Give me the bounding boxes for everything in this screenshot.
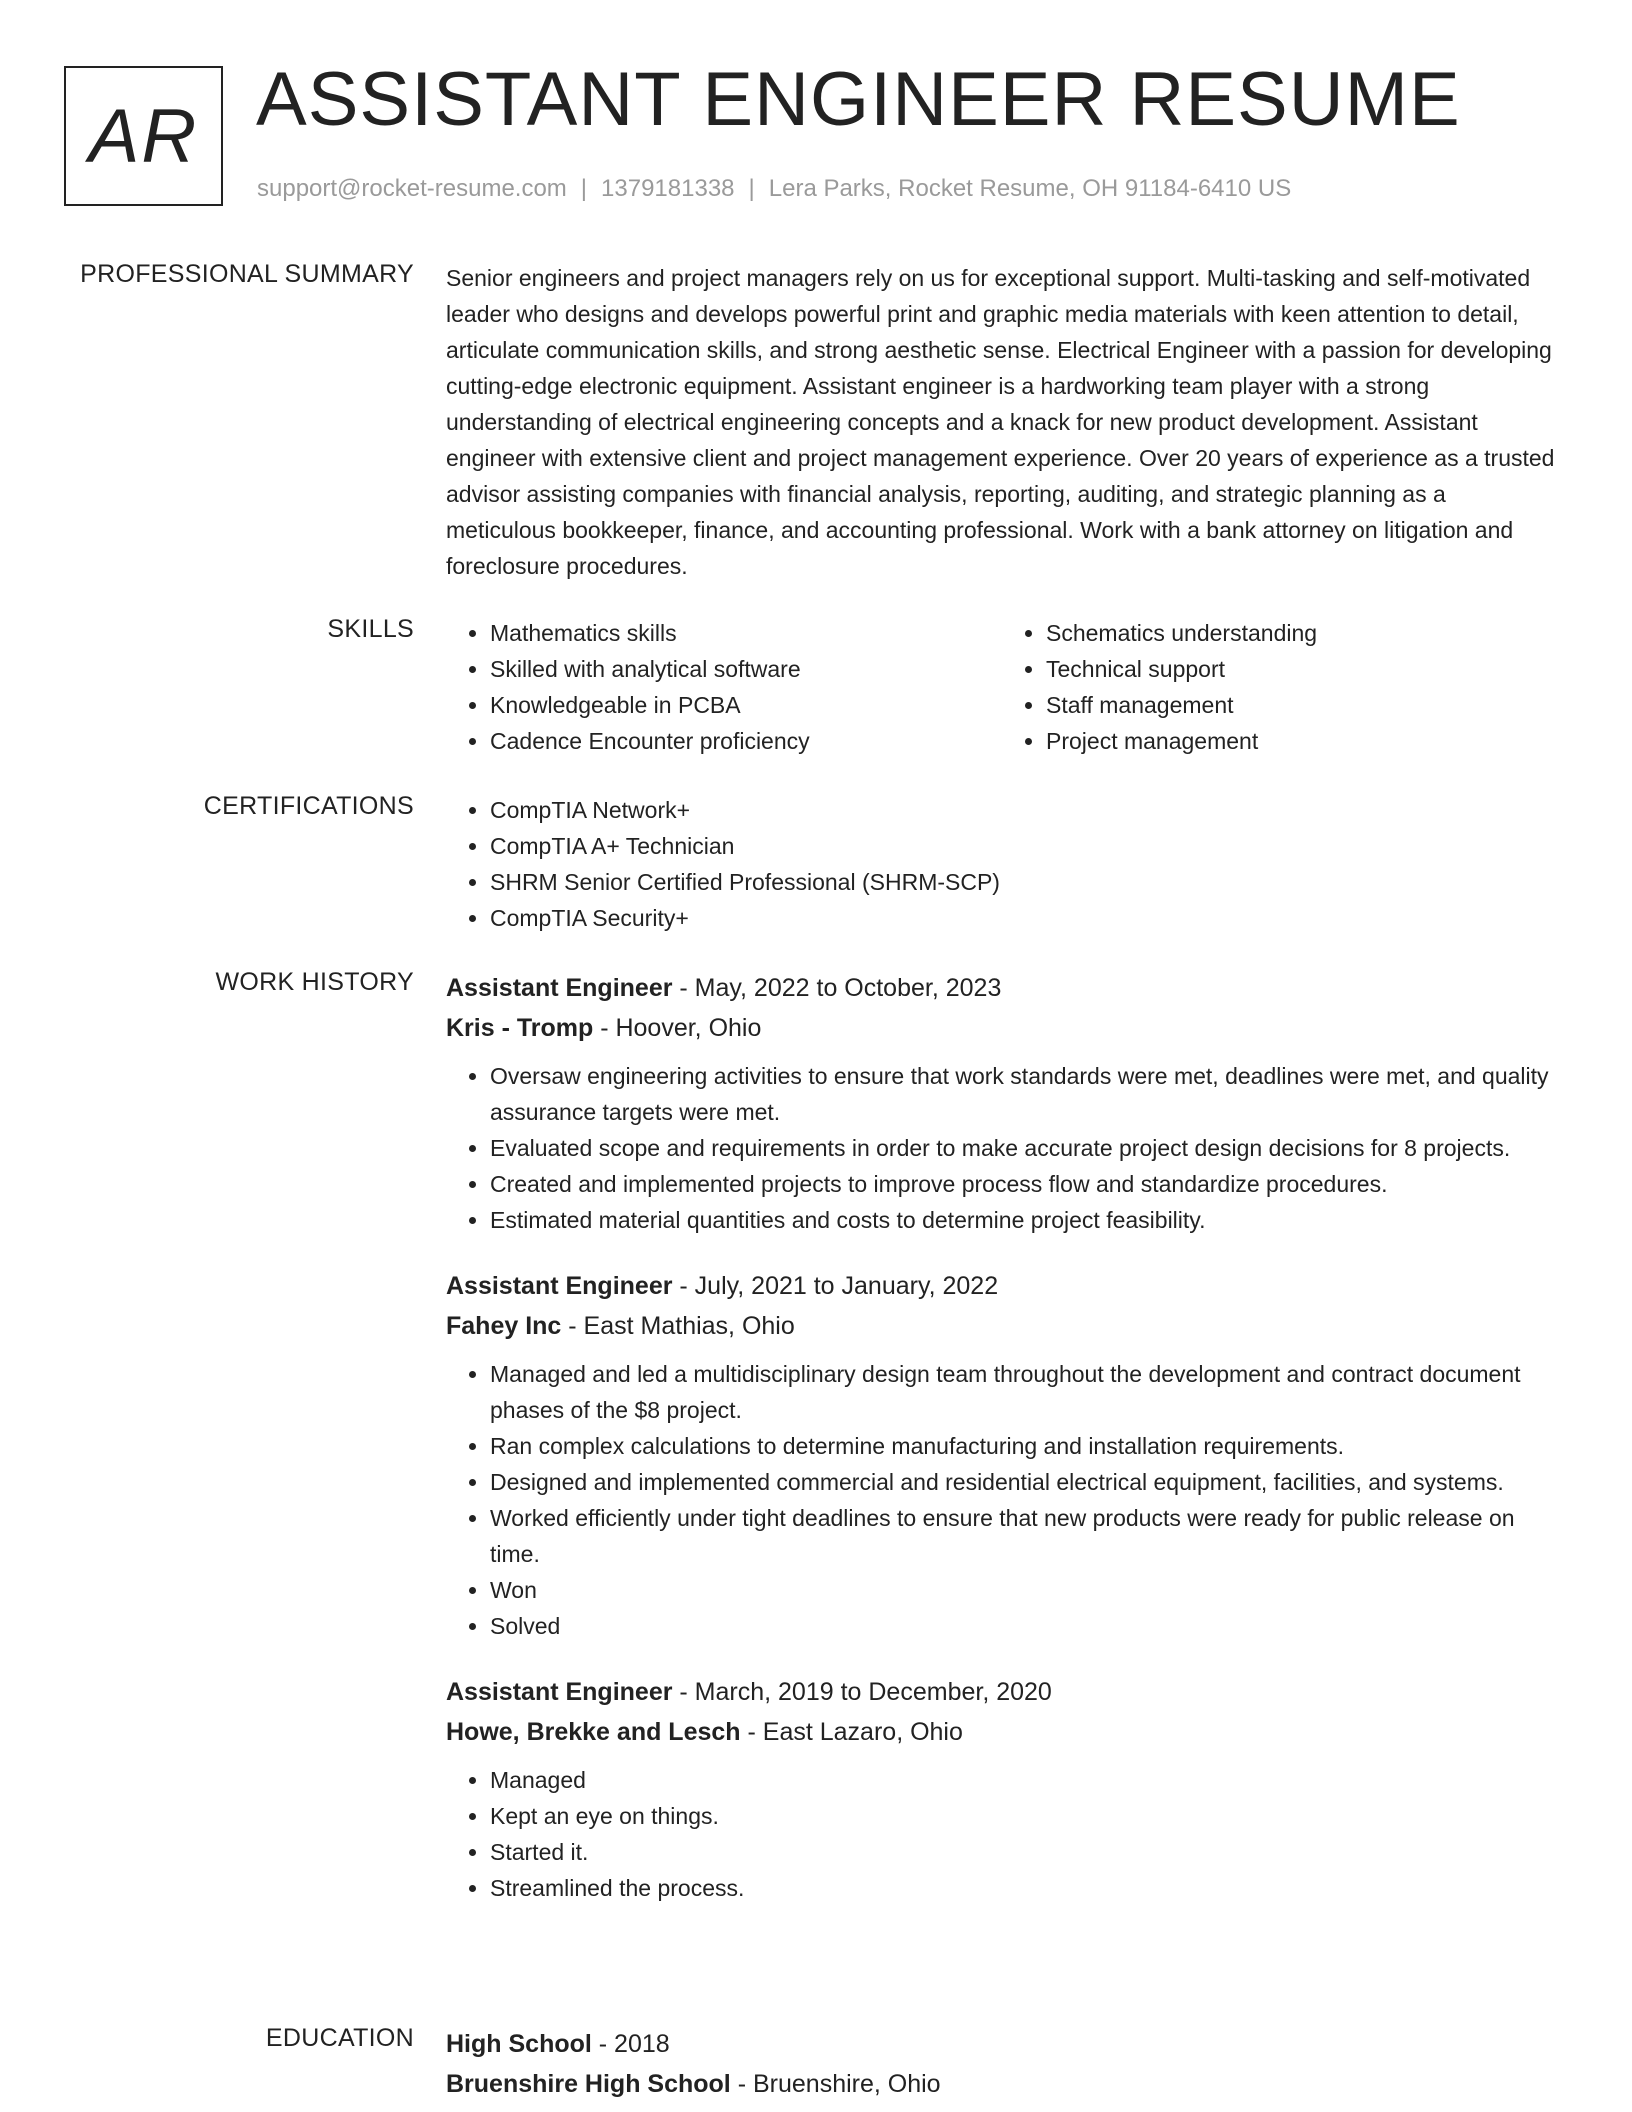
job-title-line <box>446 1266 1558 1306</box>
degree-line <box>446 2024 1558 2064</box>
company-line <box>446 1712 1558 1752</box>
list-item: • Worked efficiently under tight deadlines to ensure that new products were ready for public release on time. <box>490 1500 1558 1572</box>
company-name: Howe, Brekke and Lesch <box>446 1718 741 1746</box>
list-item: • Staff management <box>1046 687 1558 723</box>
job-title-line <box>446 968 1558 1008</box>
list-item: • Evaluated scope and requirements in order to make accurate project design decisions for 8 projects. <box>490 1130 1558 1166</box>
list-item: • Solved <box>490 1608 1558 1644</box>
job-title: Assistant Engineer <box>446 1272 673 1300</box>
company-line <box>446 1008 1558 1048</box>
section-label-skills: SKILLS <box>327 615 414 643</box>
job-dates: - July, 2021 to January, 2022 <box>672 1272 999 1300</box>
job-dates: - March, 2019 to December, 2020 <box>672 1678 1052 1706</box>
job-entry <box>446 1672 1558 1906</box>
list-item: • CompTIA A+ Technician <box>490 828 1558 864</box>
certifications-list <box>446 792 1558 936</box>
job-bullets <box>446 1356 1558 1644</box>
list-item: • Kept an eye on things. <box>490 1798 1558 1834</box>
list-item: • Technical support <box>1046 651 1558 687</box>
list-item: • Oversaw engineering activities to ensure that work standards were met, deadlines were met, and quality assurance targets were met. <box>490 1058 1558 1130</box>
list-item: • Knowledgeable in PCBA <box>490 687 1002 723</box>
list-item: • CompTIA Security+ <box>490 900 1558 936</box>
list-item: • Won <box>490 1572 1558 1608</box>
company-name: Kris - Tromp <box>446 1014 594 1042</box>
contact-address: Lera Parks, Rocket Resume, OH 91184-6410 US <box>768 175 1292 202</box>
school-line <box>446 2064 1558 2104</box>
section-label-summary: PROFESSIONAL SUMMARY <box>80 260 414 288</box>
company-location: - Hoover, Ohio <box>593 1014 762 1042</box>
list-item: • Estimated material quantities and costs to determine project feasibility. <box>490 1202 1558 1238</box>
skills-list-left <box>446 615 1002 759</box>
list-item: • Designed and implemented commercial and residential electrical equipment, facilities, and systems. <box>490 1464 1558 1500</box>
section-label-education: EDUCATION <box>265 2024 414 2052</box>
list-item: • Schematics understanding <box>1046 615 1558 651</box>
company-name: Fahey Inc <box>446 1312 562 1340</box>
company-location: - East Lazaro, Ohio <box>740 1718 963 1746</box>
job-title: Assistant Engineer <box>446 1678 673 1706</box>
job-entry <box>446 968 1558 1238</box>
list-item: • Skilled with analytical software <box>490 651 1002 687</box>
list-item: • Ran complex calculations to determine manufacturing and installation requirements. <box>490 1428 1558 1464</box>
company-line <box>446 1306 1558 1346</box>
summary-text: Senior engineers and project managers rely on us for exceptional support. Multi-tasking and self-motivated leader who designs and develops powerful print and graphic media materials with keen attention to detail, articulate communication skills, and strong aesthetic sense. Electrical Engineer with a passion for developing cutting-edge electronic equipment. Assistant engineer is a hardworking team player with a strong understanding of electrical engineering concepts and a knack for new product development. Assistant engineer with extensive client and project management experience. Over 20 years of experience as a trusted advisor assisting companies with financial analysis, reporting, auditing, and strategic planning as a meticulous bookkeeper, finance, and accounting professional. Work with a bank attorney on litigation and foreclosure procedures. <box>446 265 1555 579</box>
list-item: • CompTIA Network+ <box>490 792 1558 828</box>
list-item: • Project management <box>1046 723 1558 759</box>
list-item: • Streamlined the process. <box>490 1870 1558 1906</box>
job-dates: - May, 2022 to October, 2023 <box>672 974 1002 1002</box>
job-bullets <box>446 1058 1558 1238</box>
resume-title: ASSISTANT ENGINEER RESUME <box>256 57 1461 142</box>
skills-list-right <box>1002 615 1558 759</box>
contact-phone[interactable]: 1379181338 <box>601 175 735 202</box>
contact-separator: | <box>748 175 755 202</box>
list-item: • Mathematics skills <box>490 615 1002 651</box>
list-item: • SHRM Senior Certified Professional (SHRM-SCP) <box>490 864 1558 900</box>
contact-line <box>257 175 1291 203</box>
school-location: - Bruenshire, Ohio <box>730 2070 941 2098</box>
list-item: • Started it. <box>490 1834 1558 1870</box>
section-label-certifications: CERTIFICATIONS <box>203 792 414 820</box>
school-name: Bruenshire High School <box>446 2070 731 2098</box>
contact-email[interactable]: support@rocket-resume.com <box>257 175 567 202</box>
job-bullets <box>446 1762 1558 1906</box>
list-item: • Cadence Encounter proficiency <box>490 723 1002 759</box>
monogram-badge: AR <box>64 66 223 206</box>
job-entry <box>446 1266 1558 1644</box>
degree-year: - 2018 <box>591 2030 670 2058</box>
list-item: • Managed <box>490 1762 1558 1798</box>
section-label-work-history: WORK HISTORY <box>215 968 414 996</box>
list-item: • Created and implemented projects to improve process flow and standardize procedures. <box>490 1166 1558 1202</box>
company-location: - East Mathias, Ohio <box>561 1312 795 1340</box>
list-item: • Managed and led a multidisciplinary design team throughout the development and contract document phases of the $8 project. <box>490 1356 1558 1428</box>
degree-name: High School <box>446 2030 592 2058</box>
job-title: Assistant Engineer <box>446 974 673 1002</box>
contact-separator: | <box>580 175 588 202</box>
job-title-line <box>446 1672 1558 1712</box>
